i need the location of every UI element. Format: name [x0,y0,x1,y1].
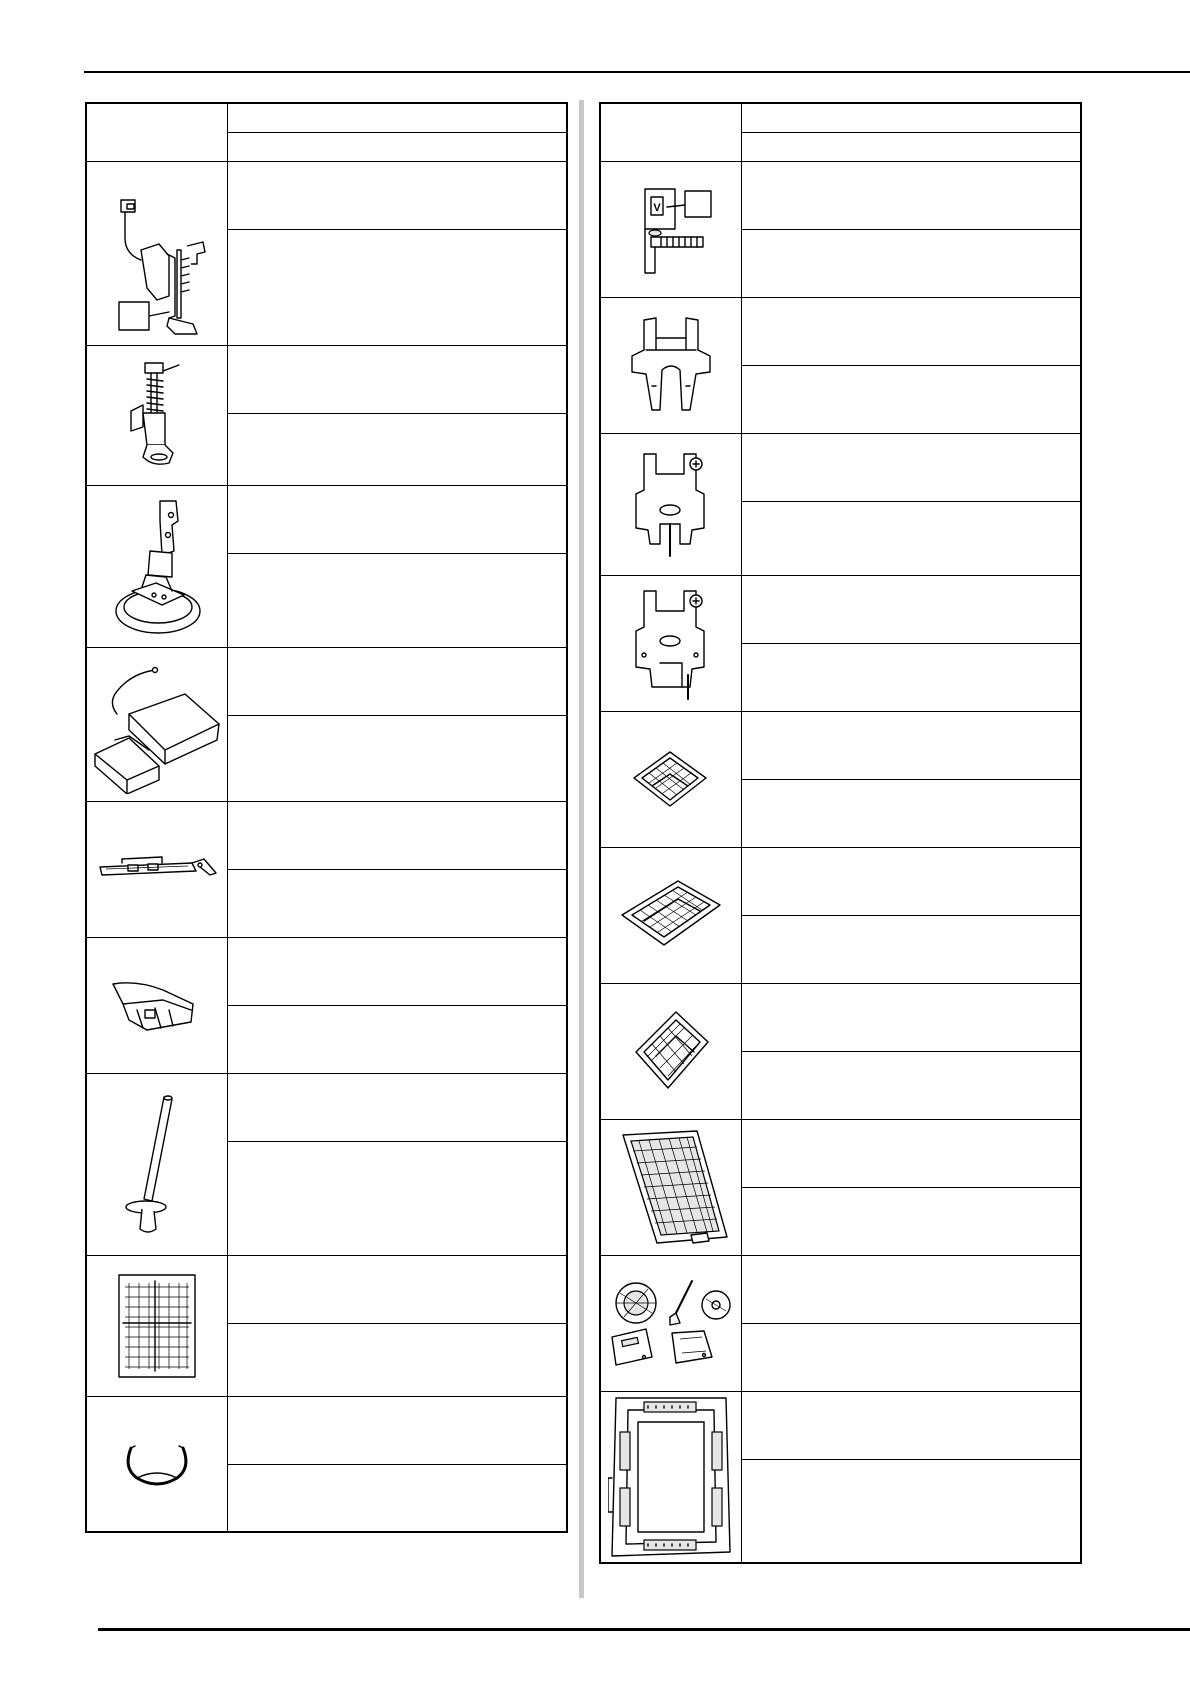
header-code [228,143,567,151]
accessory-name [228,677,567,685]
open-toe-foot-icon [107,970,207,1040]
table-row-code [741,1187,1081,1255]
table-row-name [227,345,567,413]
header-name [228,114,567,122]
table-row-code [741,1323,1081,1391]
table-row-image [600,575,741,711]
table-row-image [600,1391,741,1563]
accessory-name [228,515,567,523]
table-row-image [86,485,227,647]
bottom-rule [98,1628,1190,1631]
large-embroidery-frame-icon [611,1127,731,1247]
accessory-name [228,375,567,383]
header-name [742,114,1081,122]
table-row-name [741,575,1081,643]
accessory-code [228,899,567,907]
header-image-cell [600,103,741,161]
accessory-code [228,596,567,604]
table-row-name [741,297,1081,365]
echo-foot-with-guide-icon [626,583,716,703]
quilting-foot-with-cord-icon [97,168,217,338]
accessory-code [742,945,1081,953]
foot-controller-icon [89,654,225,794]
table-row-code [741,915,1081,983]
table-row-code [741,779,1081,847]
header-code-cell [227,132,567,161]
accessories-table-left [85,102,568,1533]
table-row-name [741,1391,1081,1459]
table-row-name [227,801,567,869]
bobbin-case-kit-icon [606,1273,736,1373]
foot-letter: V [653,202,661,214]
table-row-name [741,983,1081,1051]
table-row-code [741,229,1081,297]
accessory-name [228,831,567,839]
accessory-code [742,259,1081,267]
table-row-image [600,1119,741,1255]
accessory-code [742,1507,1081,1515]
accessory-code [228,754,567,762]
table-row-code [227,715,567,801]
table-row-image [600,1255,741,1391]
accessory-name [742,1149,1081,1157]
echo-quilting-foot-icon [626,444,716,564]
table-row-image [600,161,741,297]
accessory-name [742,1421,1081,1429]
multi-position-frame-icon [608,1392,734,1562]
accessory-code [742,534,1081,542]
table-row-code [227,1464,567,1532]
accessory-code [742,1353,1081,1361]
table-row-image [600,983,741,1119]
accessory-name [742,1013,1081,1021]
table-row-code [741,1459,1081,1563]
header-image-cell [86,103,227,161]
open-toe-quilting-foot-icon [626,310,716,420]
accessory-name [228,191,567,199]
table-row-name [227,1073,567,1141]
accessory-code [742,395,1081,403]
table-row-code [741,1051,1081,1119]
spool-pin-icon [112,1089,202,1239]
table-row-name [227,485,567,553]
table-row-image [600,297,741,433]
table-row-image [600,433,741,575]
accessory-name [742,741,1081,749]
table-row-name [741,1119,1081,1187]
table-row-image [600,847,741,983]
buttonhole-foot-icon [92,849,222,889]
table-row-name [227,1396,567,1464]
accessory-name [742,463,1081,471]
table-row-code [741,643,1081,711]
table-row-code [227,229,567,345]
table-row-name [741,433,1081,501]
table-row-code [227,1005,567,1073]
table-row-code [227,1323,567,1396]
table-row-name [227,647,567,715]
table-row-image [86,161,227,345]
table-row-code [741,501,1081,575]
table-row-image [86,345,227,485]
table-row-image [86,1073,227,1255]
accessories-table-right [599,102,1082,1564]
table-row-image [86,647,227,801]
header-name-cell [227,103,567,132]
table-row-image [86,1396,227,1532]
table-row-image [600,711,741,847]
grid-sheet-icon [115,1271,199,1381]
table-row-code [227,553,567,647]
circular-walking-foot-icon [102,491,212,641]
table-row-name [227,161,567,229]
accessory-name [742,605,1081,613]
table-row-name [741,1255,1081,1323]
accessory-code [228,283,567,291]
rectangular-embroidery-frame-icon [626,1006,716,1096]
table-row-name [741,847,1081,915]
accessory-name [228,1426,567,1434]
table-row-image [86,1255,227,1396]
accessory-name [742,191,1081,199]
table-row-name [227,937,567,1005]
straight-stitch-foot-icon [621,179,721,279]
header-name-cell [741,103,1081,132]
accessory-name [228,1285,567,1293]
table-row-code [227,413,567,485]
accessory-code [228,1035,567,1043]
accessory-code [228,1356,567,1364]
table-row-name [741,711,1081,779]
small-embroidery-frame-icon [626,744,716,814]
table-row-code [227,869,567,937]
header-code-cell [741,132,1081,161]
header-code [742,143,1081,151]
accessory-code [742,809,1081,817]
accessory-name [742,327,1081,335]
accessory-code [228,1194,567,1202]
table-row-image [86,937,227,1073]
accessory-name [228,967,567,975]
accessory-code [228,445,567,453]
column-divider [579,100,584,1598]
table-row-code [741,365,1081,433]
accessory-code [742,1081,1081,1089]
table-row-name [227,1255,567,1323]
medium-embroidery-frame-icon [616,875,726,955]
accessory-code [742,673,1081,681]
table-row-image [86,801,227,937]
accessory-code [228,1494,567,1502]
free-motion-foot-icon [117,355,197,475]
top-rule [84,71,1190,73]
table-row-code [227,1141,567,1255]
table-row-name [741,161,1081,229]
accessory-name [228,1103,567,1111]
accessory-code [742,1217,1081,1225]
spool-cap-icon [117,1434,197,1494]
accessory-name [742,877,1081,885]
accessory-name [742,1285,1081,1293]
